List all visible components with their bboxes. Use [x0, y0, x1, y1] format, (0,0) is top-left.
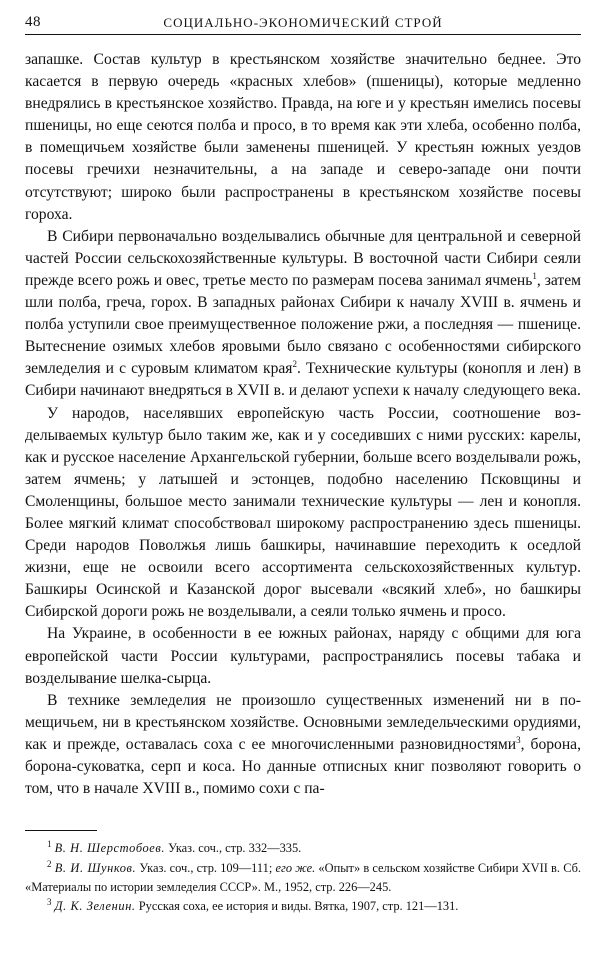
paragraph-5-text-a: В технике земледелия не произошло существенных изменений ни в помещичьем, ни в крестьянском хозяйстве. Основными земледельческими орудиями, как и прежде, оставалась соха с ее многочисленными разновидностями: [25, 691, 581, 753]
footnote-2-text-before: Указ. соч., стр. 109—111;: [136, 860, 276, 875]
paragraph-2-text-a: В Сибири первоначально возделывались обычные для центральной и северной частей России сельскохозяйственные культуры. В восточной части Сибири сеяли прежде всего рожь и овес, третье место по размерам посева занимал ячмень: [25, 227, 581, 289]
paragraph-5-text-b: , борона, борона-суковатка, серп и коса. Но данные отписных книг позволяют говорить о том, что в начале XVIII в., помимо сохи с па-: [25, 735, 581, 798]
paragraph-4: [25, 623, 581, 689]
footnote-1-author: В. Н. Шерстобоев.: [54, 841, 166, 856]
paragraph-3-text: У народов, населявших европейскую часть России, соотношение возделываемых культур было таким же, как и у соседивших с ними русских: карелы, как и русское население Архангельской губернии, больше всего возделывали рожь, затем ячмень; у латышей и эстонцев, подобно населению Псковщины и Смоленщины, большое место занимали технические культуры — лен и конопля. Более мягкий климат способствовал широкому распространению здесь пшеницы. Среди народов Поволжья лишь башкиры, начинавшие переходить к оседлой жизни, еще не освоили всего ассортимента сельскохозяйственных культур. Башкиры Осинской и Казанской дорог высевали «всякий хлеб», но башкиры Сибирской дороги рожь не возделывали, а сеяли только ячмень и просо.: [25, 404, 581, 621]
running-head-title: СОЦИАЛЬНО-ЭКОНОМИЧЕСКИЙ СТРОЙ: [163, 15, 443, 30]
footnote-divider: [25, 830, 97, 831]
paragraph-2: [25, 226, 581, 403]
paragraph-1-text: запашке. Состав культур в крестьянском хозяйстве значительно беднее. Это касается в первую очередь «красных хлебов» (пшеницы), которые медленно внедрялись в крестьянское хозяйство. Правда, на юге и у крестьян имелись посевы пшеницы, но еще сеются полба и просо, в то время как эти хлеба, особенно полба, в помещичьем хозяйстве были заменены пшеницей. У крестьян южных уездов посевы гречихи незначительны, а на западе и северо-западе они почти отсутствуют; широко были распространены в крестьянском хозяйстве посевы гороха.: [25, 51, 581, 223]
footnote-1-text: Указ. соч., стр. 332—335.: [165, 841, 302, 856]
running-head: [25, 10, 581, 35]
page-number: 48: [25, 14, 41, 30]
paragraph-3: [25, 403, 581, 624]
paragraph-2-text-c: . Технические культуры (конопля и лен) в Сибири начинают внедряться в XVII в. и делают успехи к началу следующего века.: [25, 360, 581, 400]
footnote-2-text: «Опыт» в сельском хозяйстве Сибири XVII в. Сб. «Материалы по истории земледелия СССР». М., 1952, стр. 226—245.: [25, 860, 582, 894]
footnote-2-idem: его же.: [275, 860, 316, 875]
footnote-2: [25, 859, 581, 898]
paragraph-2-text-b: , затем шли полба, греча, горох. В западных районах Сибири к началу XVIII в. ячмень и полба уступили свое преимущественное положение ржи, а последняя — пшенице. Вытеснение озимых хлебов яровыми было связано с особенностями сибирского земледелия и с суровым климатом края: [25, 271, 582, 378]
footnote-1: [25, 839, 581, 858]
footnote-2-number: 2: [47, 858, 52, 869]
body-text: [25, 49, 581, 800]
footnote-ref-2[interactable]: 2: [292, 359, 297, 370]
paragraph-4-text: На Украине, в особенности в ее южных районах, наряду с общими для юга европейской части России культурами, распространялись посевы табака и возделывание шелка-сырца.: [25, 625, 581, 687]
footnote-2-author: В. И. Шунков.: [54, 860, 137, 875]
footnote-ref-3[interactable]: 3: [516, 734, 521, 745]
book-page: [25, 10, 581, 917]
footnote-ref-1[interactable]: 1: [532, 270, 537, 281]
footnote-1-number: 1: [47, 839, 52, 850]
footnote-3-text: Русская соха, ее история и виды. Вятка, 1907, стр. 121—131.: [135, 899, 459, 914]
footnote-3: [25, 897, 581, 916]
footnotes: [25, 839, 581, 917]
footnote-3-number: 3: [47, 897, 52, 908]
footnote-3-author: Д. К. Зеленин.: [54, 899, 136, 914]
paragraph-5: [25, 690, 581, 800]
paragraph-1: [25, 49, 581, 226]
